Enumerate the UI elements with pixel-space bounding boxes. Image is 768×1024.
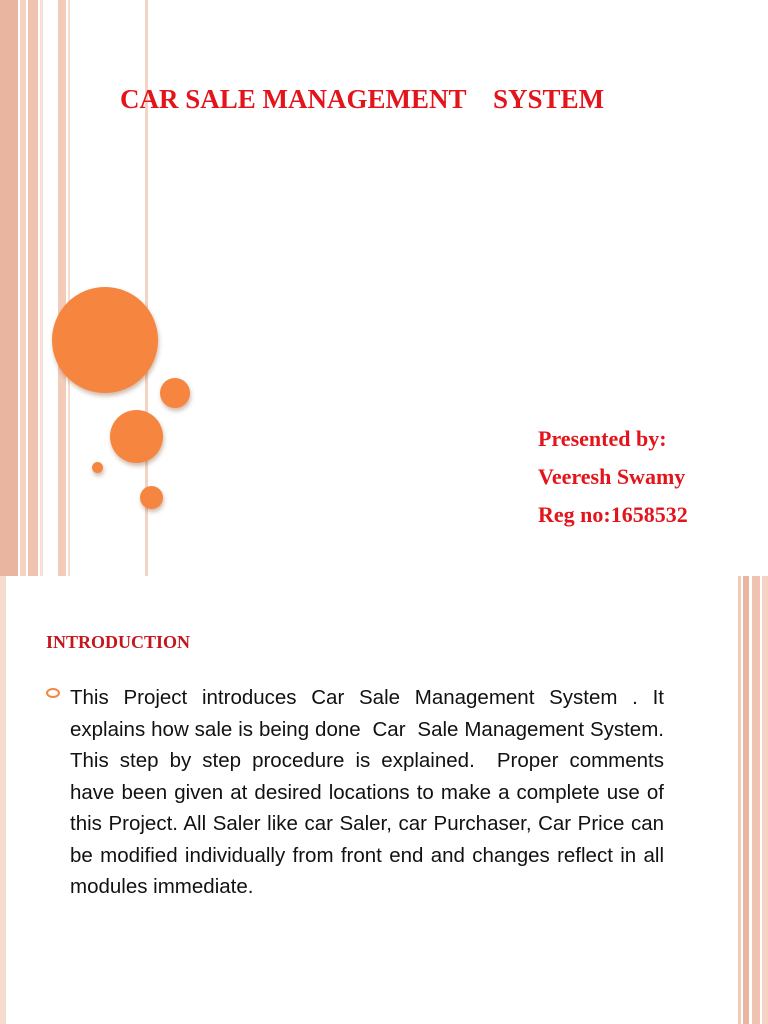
decorative-circle-small [140,486,163,509]
decorative-stripe [68,0,70,576]
bullet-icon [46,688,62,698]
introduction-paragraph: This Project introduces Car Sale Management System . It explains how sale is being done Car Sale Management System. This step by step procedure is explained. Proper comments have been given at desired locations to make a complete use of this Project. All Saler like car Saler, car Purchaser, Car Price can be modified individually from front end and changes reflect in all modules immediate. [70,686,670,898]
decorative-stripe [28,0,38,576]
decorative-stripe [752,576,760,1024]
decorative-circle-small [160,378,190,408]
presenter-name: Veeresh Swamy [538,464,686,489]
decorative-stripe [738,576,741,1024]
decorative-circle-medium [110,410,163,463]
decorative-stripe [0,576,6,1024]
presenter-block [538,420,738,534]
presenter-reg-no: Reg no:1658532 [538,502,688,527]
bullet-ring-icon [46,688,60,698]
decorative-stripe [0,0,18,576]
introduction-slide [0,576,768,1024]
presenter-label: Presented by: [538,426,667,451]
decorative-stripe [40,0,43,576]
section-heading: INTRODUCTION [46,632,191,652]
decorative-circle-large [52,287,158,393]
decorative-stripe [20,0,26,576]
decorative-stripe [762,576,768,1024]
decorative-stripe [58,0,66,576]
slide-title: CAR SALE MANAGEMENT SYSTEM [120,84,605,114]
decorative-circle-tiny [92,462,103,473]
decorative-stripe [743,576,749,1024]
